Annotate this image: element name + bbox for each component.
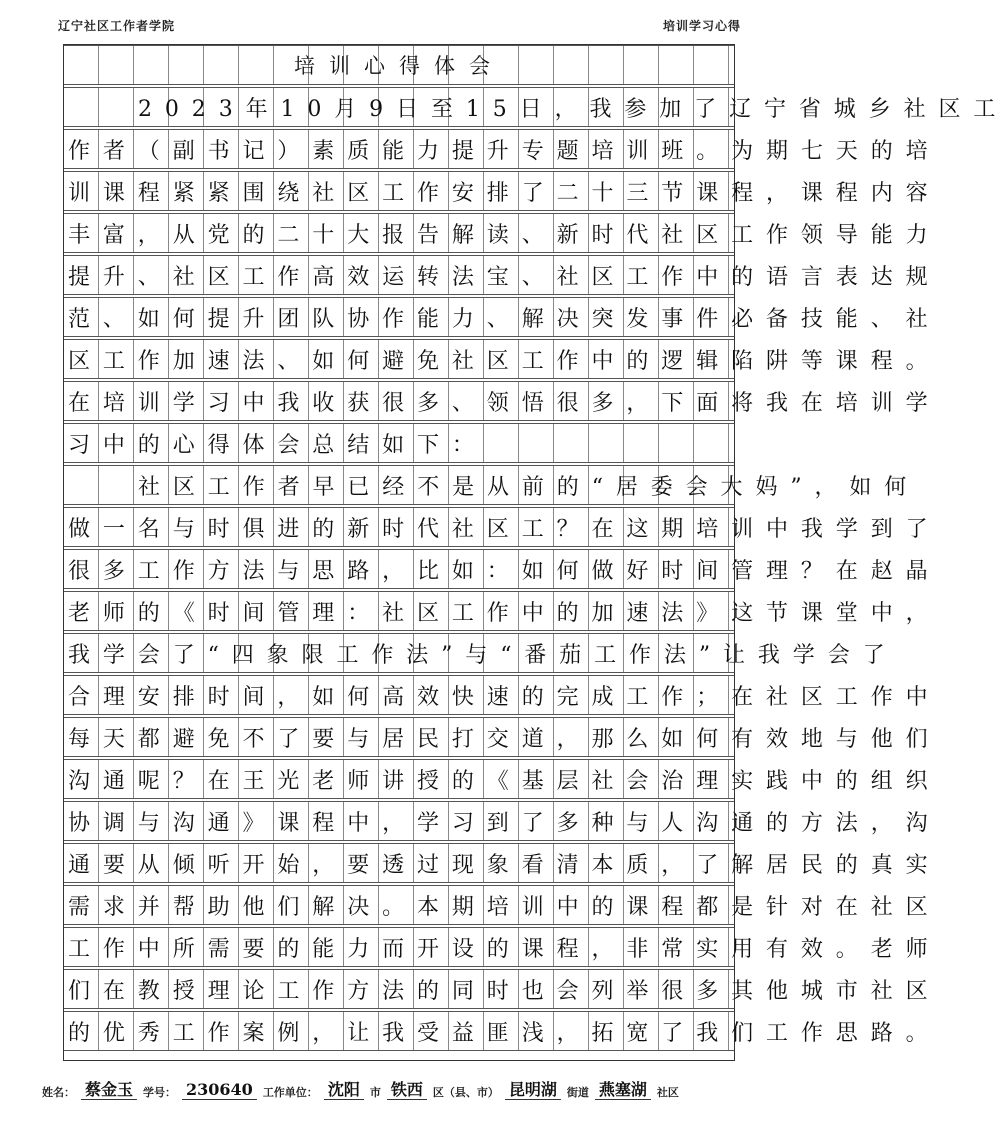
author-info-footer	[42, 1072, 759, 1100]
text-row	[64, 213, 941, 253]
text-line: 习中的心得体会总结如下：	[68, 432, 487, 458]
name-label: 姓名：	[42, 1086, 75, 1099]
text-row	[64, 675, 941, 715]
text-line: 工作中所需要的能力而开设的课程，非常实用有效。老师	[68, 936, 941, 962]
text-line: 作者（副书记）素质能力提升专题培训班。为期七天的培	[68, 138, 941, 164]
text-line: 每天都避免不了要与居民打交道，那么如何有效地与他们	[68, 726, 941, 752]
text-line: 的优秀工作案例，让我受益匪浅，拓宽了我们工作思路。	[68, 1020, 941, 1046]
city-value: 沈阳	[324, 1081, 364, 1100]
text-row	[64, 969, 941, 1009]
id-label: 学号：	[143, 1086, 177, 1099]
text-row	[64, 297, 941, 337]
text-row	[64, 927, 941, 967]
text-row	[64, 87, 1008, 127]
text-line: 协调与沟通》课程中，学习到了多种与人沟通的方法，沟	[68, 810, 941, 836]
text-row	[64, 633, 898, 673]
unit-label: 工作单位：	[262, 1086, 318, 1099]
page-header	[58, 14, 741, 36]
district-suffix: 区（县、市）	[432, 1086, 499, 1099]
text-row	[64, 507, 941, 547]
text-line: 范、如何提升团队协作能力、解决突发事件必备技能、社	[68, 306, 941, 332]
text-row	[64, 885, 941, 925]
text-line: 做一名与时俱进的新时代社区工？在这期培训中我学到了	[68, 516, 941, 542]
text-row	[64, 129, 941, 169]
text-row	[64, 1011, 941, 1051]
text-line: 训课程紧紧围绕社区工作安排了二十三节课程，课程内容	[68, 180, 941, 206]
community-value: 燕塞湖	[595, 1081, 651, 1100]
document-title: 培训心得体会	[294, 54, 504, 78]
text-row	[64, 843, 941, 883]
text-line: 很多工作方法与思路，比如：如何做好时间管理？在赵晶	[68, 558, 941, 584]
text-line: 提升、社区工作高效运转法宝、社区工作中的语言表达规	[68, 264, 941, 290]
community-suffix: 社区	[656, 1086, 679, 1099]
text-line: 通要从倾听开始，要透过现象看清本质，了解居民的真实	[68, 852, 941, 878]
text-row	[64, 339, 941, 379]
text-row	[64, 717, 941, 757]
text-line: 我学会了“四象限工作法”与“番茄工作法”让我学会了	[68, 642, 898, 668]
text-line: 沟通呢？在王光老师讲授的《基层社会治理实践中的组织	[68, 768, 941, 794]
text-row	[64, 381, 941, 421]
student-id: 230640	[182, 1081, 257, 1100]
district-value: 铁西	[387, 1081, 427, 1100]
text-row	[64, 465, 920, 505]
document-type: 培训学习心得	[662, 18, 741, 33]
text-line: 区工作加速法、如何避免社区工作中的逻辑陷阱等课程。	[68, 348, 941, 374]
text-row	[64, 423, 734, 463]
street-suffix: 街道	[566, 1086, 589, 1099]
text-line: 2023年10月9日至15日，我参加了辽宁省城乡社区工	[138, 96, 1008, 122]
text-line: 合理安排时间，如何高效快速的完成工作；在社区工作中	[68, 684, 941, 710]
title-row	[64, 45, 734, 85]
text-row	[64, 591, 941, 631]
text-line: 在培训学习中我收获很多、领悟很多，下面将我在培训学	[68, 390, 941, 416]
text-row	[64, 759, 941, 799]
text-row	[64, 171, 941, 211]
text-line: 社区工作者早已经不是从前的“居委会大妈”，如何	[138, 474, 920, 500]
institution-name: 辽宁社区工作者学院	[58, 18, 176, 33]
author-name: 蔡金玉	[81, 1081, 137, 1100]
text-line: 老师的《时间管理：社区工作中的加速法》这节课堂中，	[68, 600, 941, 626]
writing-grid	[63, 44, 1008, 1061]
text-line: 们在教授理论工作方法的同时也会列举很多其他城市社区	[68, 978, 941, 1004]
text-line: 需求并帮助他们解决。本期培训中的课程都是针对在社区	[68, 894, 941, 920]
text-row	[64, 801, 941, 841]
text-row	[64, 255, 941, 295]
street-value: 昆明湖	[505, 1081, 561, 1100]
city-suffix: 市	[369, 1086, 381, 1099]
text-line: 丰富，从党的二十大报告解读、新时代社区工作领导能力	[68, 222, 941, 248]
text-row	[64, 549, 941, 589]
